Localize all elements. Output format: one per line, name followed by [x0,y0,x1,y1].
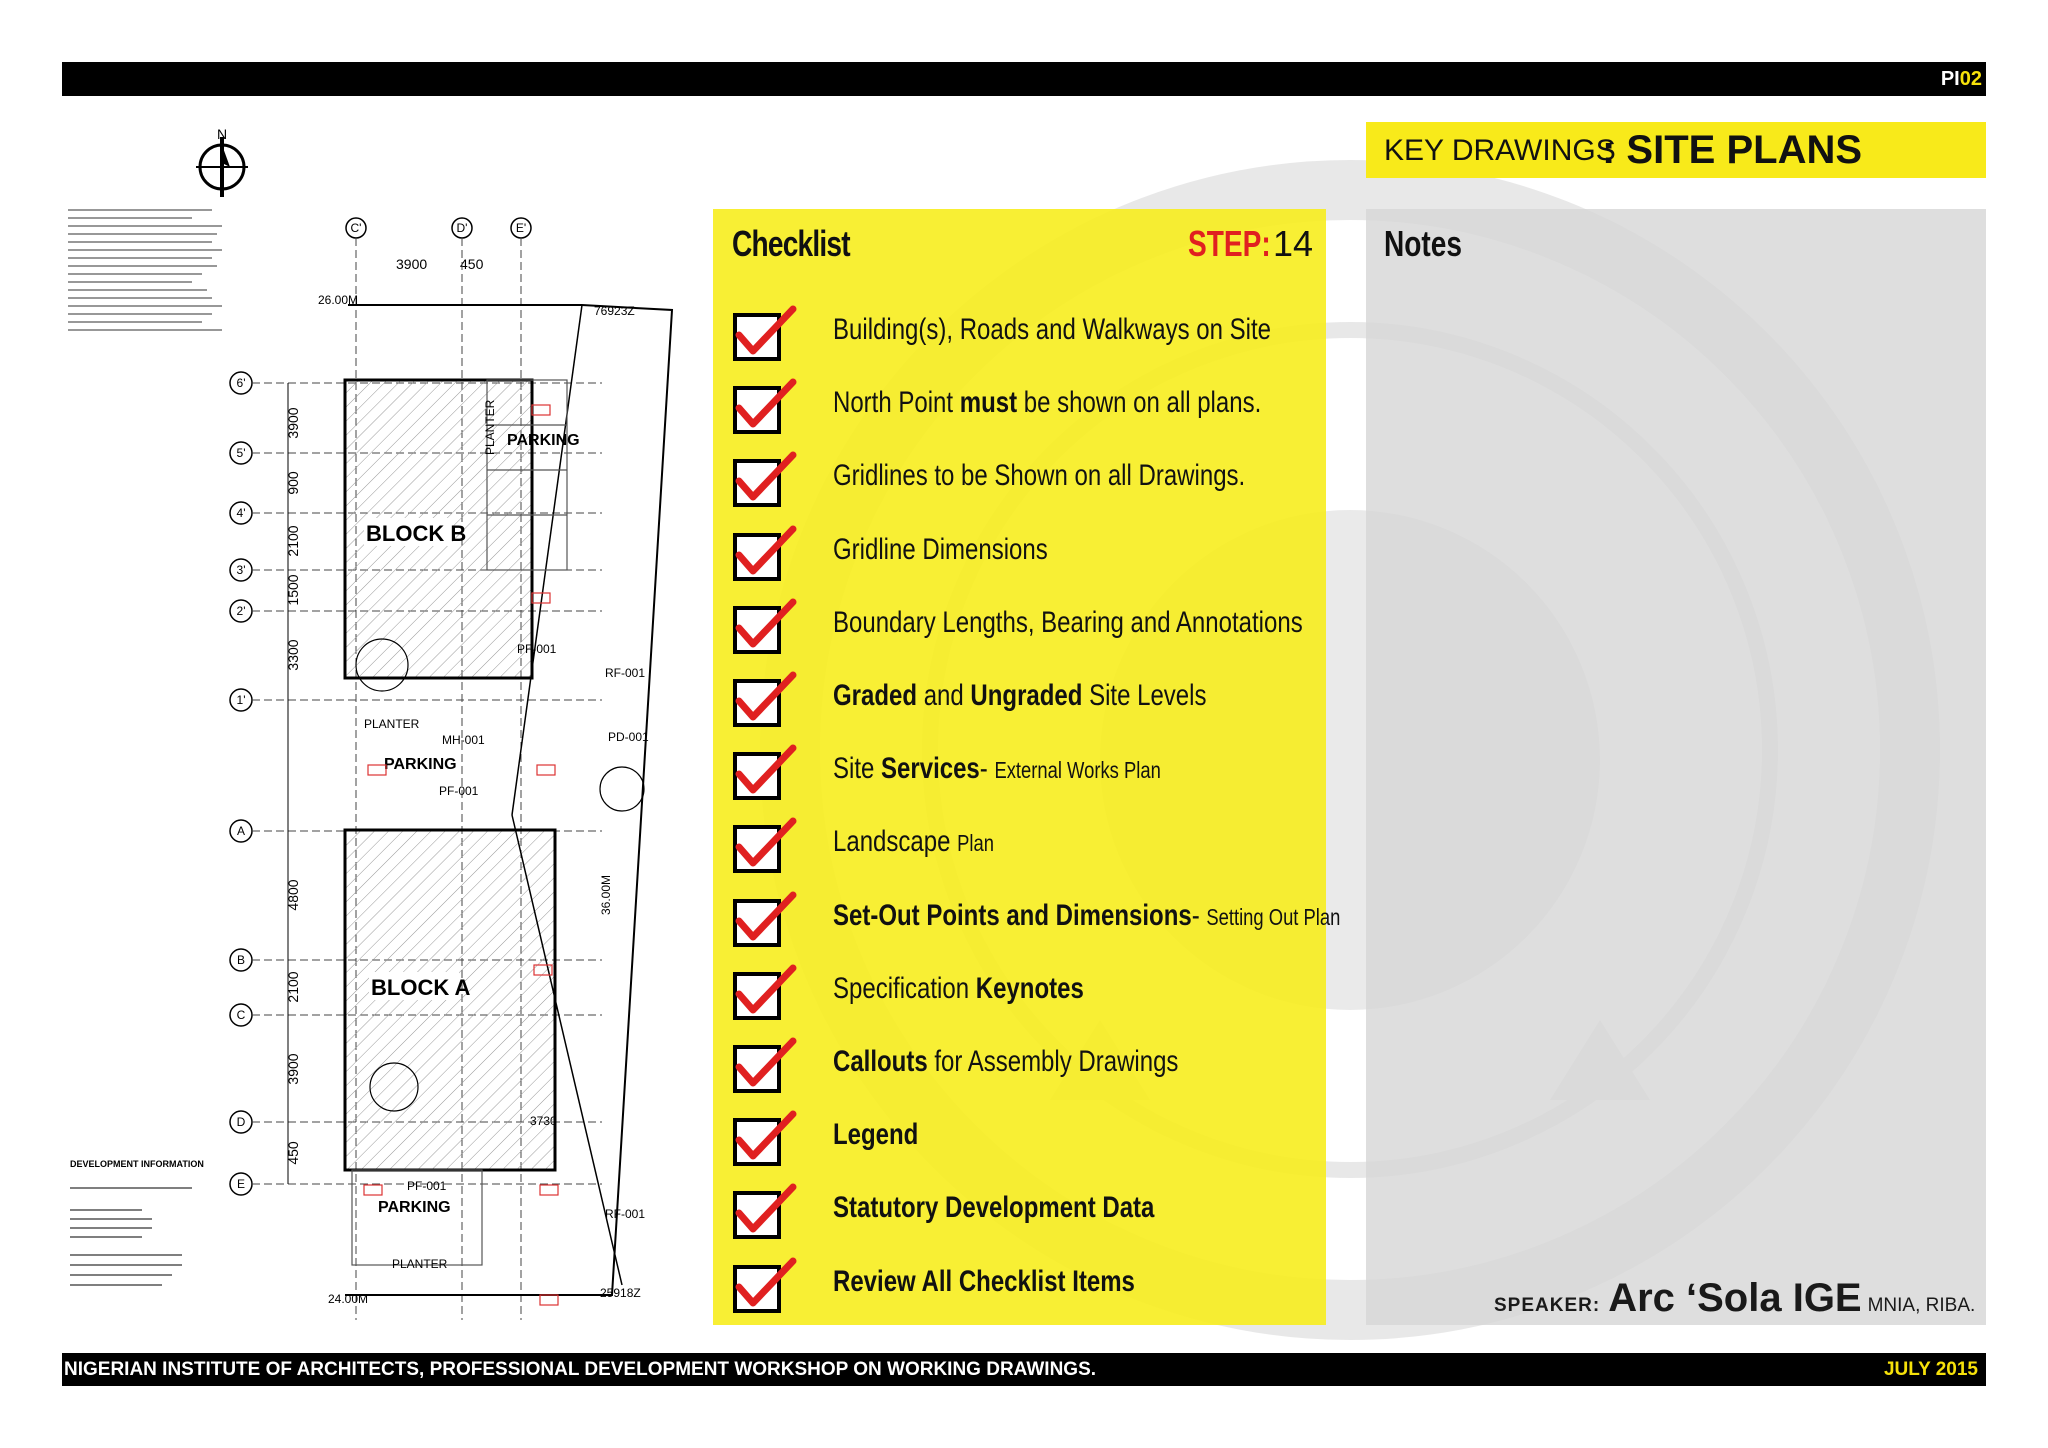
grid-bubble-c-prime: C' [350,221,362,235]
checklist-item-text-part: Statutory Development Data [833,1191,1155,1225]
checklist-item-text-part: Callouts [833,1045,928,1078]
checklist-item [731,671,1321,729]
checkbox-checked-icon [731,525,797,583]
page-code-number: 02 [1959,68,1982,90]
checklist-item [731,891,1341,949]
rf-label-bottom: RF-001 [605,1207,646,1221]
speaker-name: Arc ‘Sola IGE [1608,1276,1862,1320]
checkbox-checked-icon [731,1257,797,1315]
checklist-item [731,305,1321,363]
dim-left-3300: 3300 [285,639,301,671]
checklist-item-text-part: for Assembly Drawings [927,1045,1179,1078]
planter-label-bottom: PLANTER [392,1257,448,1271]
checkbox-checked-icon [731,744,797,802]
top-header-bar [62,62,1986,96]
checklist-item [731,598,1321,656]
checklist-item [731,1257,1321,1315]
checklist-item-text [833,459,1245,493]
checkbox-checked-icon [731,964,797,1022]
checklist-item [731,1183,1321,1241]
checklist-item-text [833,899,1340,933]
grid-bubble-c: C [236,1008,246,1022]
grid-bubble-3-prime: 3' [236,563,246,577]
level-top-label: 26.00M [318,293,359,307]
checklist-item-text [833,1118,918,1152]
block-b-label: BLOCK B [366,521,467,546]
checklist-item [731,817,1321,875]
checklist-item-text-part: Keynotes [975,971,1084,1005]
pd-label: PD-001 [608,730,649,744]
footer-bar [62,1353,1986,1386]
checklist-title: Checklist [732,223,850,264]
dim-left-2100-top: 2100 [285,525,301,557]
page-code-prefix: PI [1940,68,1960,90]
checklist-item-text-part: Ungraded [970,679,1083,712]
checklist-item-text-part: must [959,386,1018,420]
checklist-item-text [833,1191,1154,1225]
speaker-label: SPEAKER: [1494,1295,1601,1316]
checkbox-checked-icon [731,1183,797,1241]
dim-left-1500: 1500 [285,574,301,606]
checklist-item-text-part: Boundary Lengths, Bearing and Annotations [833,605,1303,639]
checklist-item-text-part: and [917,679,971,712]
checkbox-checked-icon [731,671,797,729]
checklist-item-text [833,679,1207,713]
checklist-item-text-part: Setting Out Plan [1206,903,1341,930]
rf-label-top: RF-001 [605,666,646,680]
checklist-item-text [833,752,1161,786]
page-title-box [1366,122,1986,178]
block-a-label: BLOCK A [371,975,471,1000]
checklist-item-text [833,533,1048,567]
notes-title: Notes [1384,223,1463,264]
grid-bubble-4-prime: 4' [236,506,246,520]
checklist-item-text-part: Legend [833,1118,919,1152]
grid-bubble-d-prime: D' [456,221,468,235]
checklist-item-text-part: Graded [833,679,918,712]
checklist-item-text-part: Building(s), Roads and Walkways on Site [833,313,1271,346]
checklist-item-text [833,825,994,859]
speaker-credentials: MNIA, RIBA. [1867,1295,1976,1316]
footer-organization: NIGERIAN INSTITUTE OF ARCHITECTS, PROFESSIONAL DEVELOPMENT WORKSHOP ON WORKING DRAWINGS. [64,1359,1097,1380]
checklist-item-text-part: Landscape [833,825,958,859]
checklist-item-text [833,1265,1135,1299]
grid-bubble-2-prime: 2' [236,604,246,618]
grid-bubble-1-prime: 1' [236,693,246,707]
checklist-item [731,1037,1321,1095]
grid-bubble-e-prime: E' [515,221,527,235]
dim-left-2100-bottom: 2100 [285,971,301,1003]
dim-top-3900: 3900 [396,256,428,272]
checkbox-checked-icon [731,305,797,363]
north-label: N [217,126,228,142]
checklist-panel [713,209,1341,1325]
title-main: : SITE PLANS [1602,128,1863,172]
bearing-top-label: 76923Z [594,304,635,318]
checklist-item-text-part: Gridline Dimensions [833,532,1048,566]
checkbox-checked-icon [731,891,797,949]
checklist-item-text-part: Specification [833,971,976,1005]
checklist-item [731,451,1321,509]
checklist-item-text-part: Set-Out Points and Dimensions [833,898,1192,932]
level-bottom-label: 24.00M [328,1292,369,1306]
checklist-item-text [833,313,1271,347]
checklist-item [731,744,1321,802]
checklist-item [731,378,1321,436]
checklist-item-text-part: be shown on all plans. [1017,386,1262,420]
parking-label-top: PARKING [507,432,580,449]
grid-bubble-d: D [236,1115,246,1129]
checkbox-checked-icon [731,451,797,509]
checklist-item [731,964,1321,1022]
dim-left-4800: 4800 [285,879,301,911]
checklist-item-text-part: Site [833,752,882,786]
checkbox-checked-icon [731,1110,797,1168]
checkbox-checked-icon [731,1037,797,1095]
mh-label: MH-001 [442,733,485,747]
parking-label-bottom: PARKING [378,1199,451,1216]
checkbox-checked-icon [731,378,797,436]
grid-bubble-5-prime: 5' [236,446,246,460]
checklist-item-text [833,386,1261,420]
pf-label-top: PF-001 [517,642,557,656]
checkbox-checked-icon [731,817,797,875]
bearing-bottom-label: 25918Z [600,1286,641,1300]
north-point-icon [196,126,248,197]
checkbox-checked-icon [731,598,797,656]
checklist-item-text-part: North Point [833,386,960,420]
level-side-label: 36.00M [599,874,613,915]
grid-bubble-6-prime: 6' [236,376,246,390]
title-prefix: KEY DRAWINGS [1384,134,1616,167]
checklist-item [731,525,1321,583]
checklist-item [731,1110,1321,1168]
dim-3730-label: 3730 [530,1114,557,1128]
dim-top-450: 450 [460,256,484,272]
grid-bubble-b: B [236,953,246,967]
page-code [1941,68,1982,91]
pf-label-bottom: PF-001 [407,1179,447,1193]
notes-panel [1366,209,1986,1325]
step-label: STEP: [1188,223,1271,264]
planter-label-vertical: PLANTER [483,399,497,455]
planter-label-middle: PLANTER [364,717,420,731]
checklist-item-text-part: Site Levels [1082,679,1207,712]
checklist-item-text-part: Plan [957,830,994,857]
dev-info-title: DEVELOPMENT INFORMATION [70,1159,204,1169]
pf-label-middle: PF-001 [439,784,479,798]
speaker-credit [1494,1276,1975,1321]
checklist-item-text [833,972,1084,1006]
checklist-item-text-part: External Works Plan [994,757,1161,784]
checklist-item-text-part: - [979,752,995,786]
dim-left-3900-bottom: 3900 [285,1053,301,1085]
grid-bubble-e: E [236,1177,246,1191]
checklist-item-text [833,1045,1178,1079]
checklist-item-text-part: - [1191,898,1207,932]
grid-bubble-a: A [236,824,246,838]
checklist-item-text-part: Gridlines to be Shown on all Drawings. [833,459,1246,493]
parking-label-middle: PARKING [384,756,457,773]
footer-date: JULY 2015 [1883,1359,1978,1380]
site-plan-drawing [62,125,702,1330]
checklist-item-text-part: Services [881,752,980,786]
dim-left-900: 900 [285,471,301,495]
dim-left-450: 450 [285,1141,301,1165]
checklist-item-text-part: Review All Checklist Items [833,1264,1135,1298]
step-number: 14 [1273,223,1314,264]
checklist-item-text [833,606,1303,640]
dim-left-3900-top: 3900 [285,407,301,439]
